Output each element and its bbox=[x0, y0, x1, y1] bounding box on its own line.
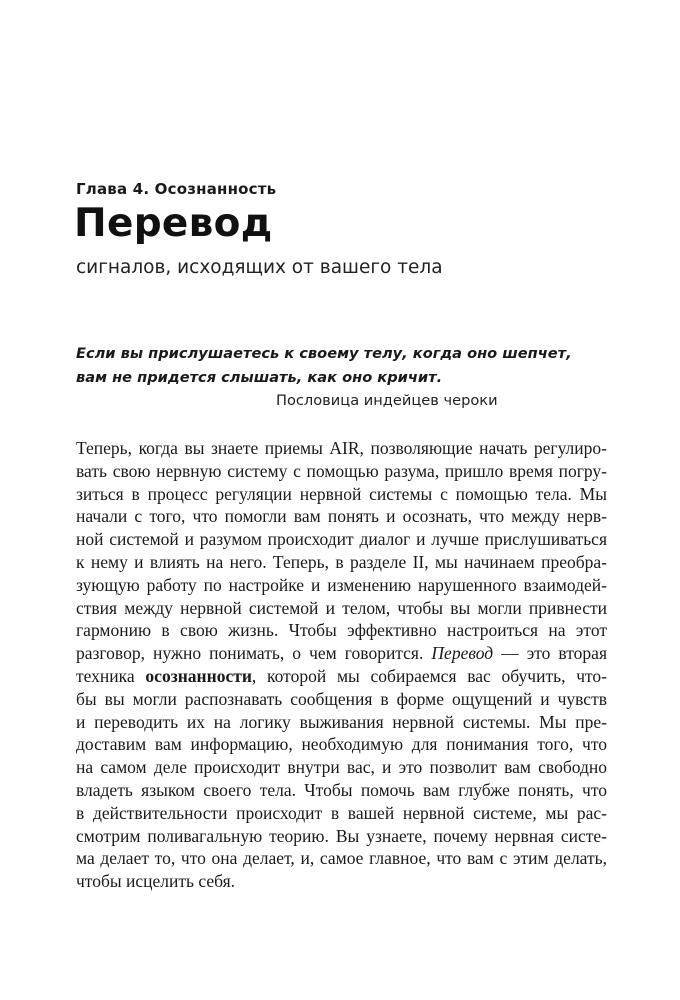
body-text-run: техника bbox=[76, 665, 135, 686]
epigraph bbox=[76, 342, 616, 390]
body-line: к нему и влиять на него. Теперь, в разделе II, мы начинаем преобра- bbox=[76, 551, 607, 572]
chapter-label: Глава 4. Осознанность bbox=[76, 180, 277, 198]
body-line: и переводить их на логику выживания нервной системы. Мы пре- bbox=[76, 711, 607, 732]
body-line: бы вы могли распознавать сообщения в форме ощущений и чувств bbox=[76, 688, 607, 709]
body-text-run: — это вторая bbox=[493, 643, 607, 664]
body-line: зиться в процесс регуляции нервной системы с помощью тела. Мы bbox=[76, 483, 607, 504]
body-line: на самом деле происходит внутри вас, и это позволит вам свободно bbox=[76, 757, 607, 778]
body-line: в действительности происходит в вашей нервной системе, мы рас- bbox=[76, 802, 607, 823]
body-line: зующую работу по настройке и изменению нарушенного взаимодей- bbox=[76, 574, 607, 595]
bold-term: осознанности bbox=[145, 665, 252, 686]
page-subtitle: сигналов, исходящих от вашего тела bbox=[76, 257, 443, 278]
body-line bbox=[76, 642, 607, 665]
body-line: ной системой и разумом происходит диалог и лучше прислушиваться bbox=[76, 529, 607, 550]
epigraph-source: Пословица индейцев чероки bbox=[276, 392, 498, 409]
body-line: начали с того, что помогли вам понять и осознать, что между нерв- bbox=[76, 506, 607, 527]
body-line: вать свою нервную систему с помощью разума, пришло время погру- bbox=[76, 460, 607, 481]
body-line: Теперь, когда вы знаете приемы AIR, позволяющие начать регулиро- bbox=[76, 438, 607, 458]
italic-term: Перевод bbox=[431, 643, 494, 664]
body-line: ствия между нервной системой и телом, чтобы вы могли привнести bbox=[76, 597, 607, 618]
epigraph-line: вам не придется слышать, как оно кричит. bbox=[76, 369, 443, 386]
body-line: гармонию в свою жизнь. Чтобы эффективно настроиться на этот bbox=[76, 620, 607, 641]
body-line: владеть языком своего тела. Чтобы помочь вам глубже понять, что bbox=[76, 779, 607, 800]
body-line bbox=[76, 665, 607, 688]
page-title: Перевод bbox=[74, 201, 273, 246]
body-line: смотрим поливагальную теорию. Вы узнаете, почему нервная систе- bbox=[76, 825, 607, 846]
body-line: чтобы исцелить себя. bbox=[76, 871, 236, 892]
body-line: доставим вам информацию, необходимую для понимания того, что bbox=[76, 734, 607, 755]
body-text bbox=[76, 437, 607, 893]
body-line: ма делает то, что она делает, и, самое главное, что вам с этим делать, bbox=[76, 848, 607, 869]
body-text-run: , которой мы собираемся вас обучить, что- bbox=[251, 665, 607, 686]
body-text-run: разговор, нужно понимать, о чем говорится. bbox=[76, 643, 424, 664]
epigraph-line: Если вы прислушаетесь к своему телу, когда оно шепчет, bbox=[76, 345, 572, 362]
